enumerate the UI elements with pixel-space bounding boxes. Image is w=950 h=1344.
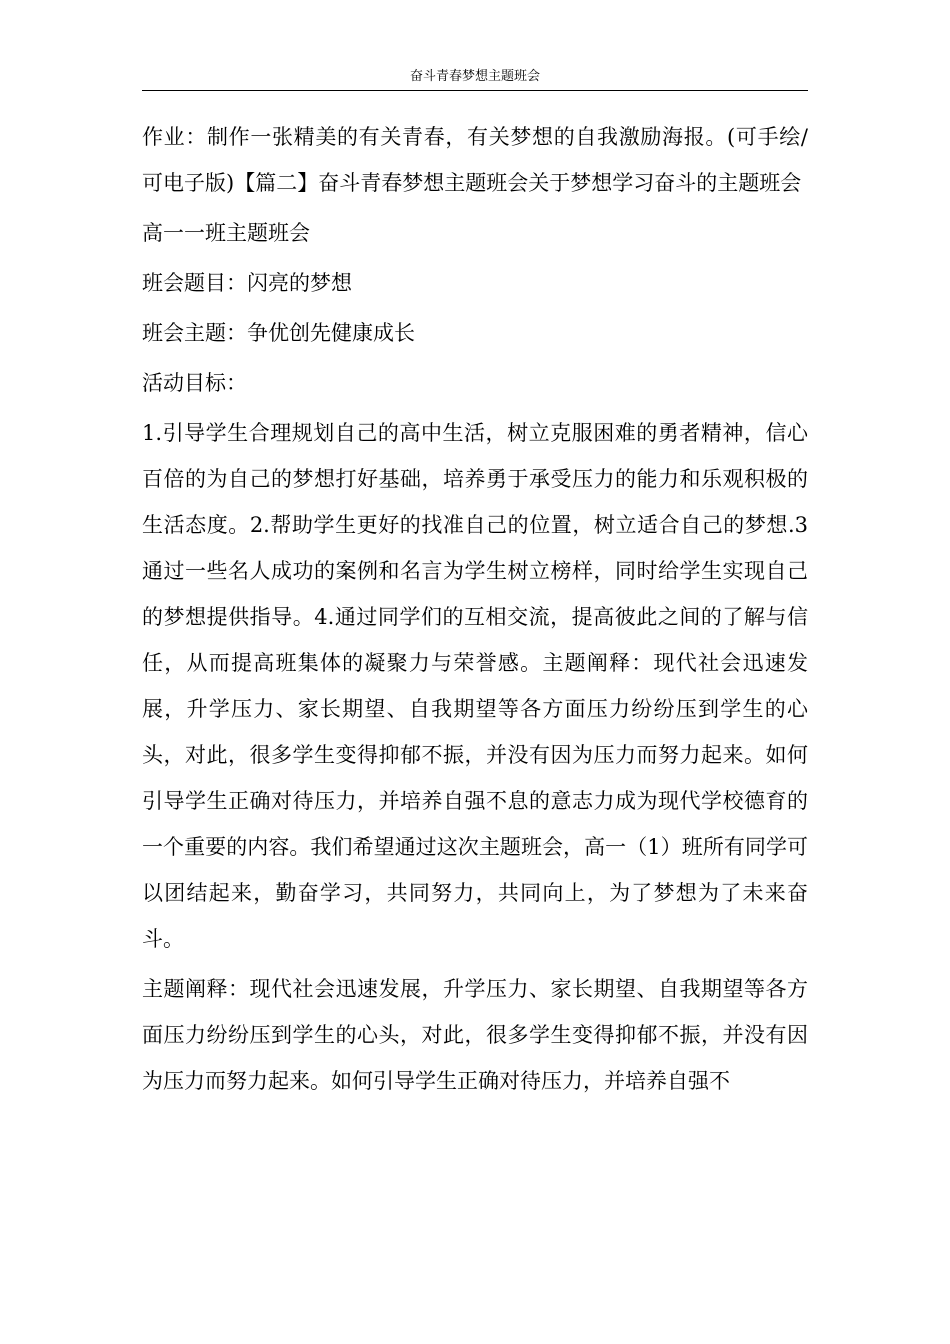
paragraph-homework: 作业：制作一张精美的有关青春，有关梦想的自我激励海报。(可手绘/可电子版)【篇二】奋斗青春梦想主题班会关于梦想学习奋斗的主题班会 (142, 125, 808, 195)
paragraph-activity-goals-heading: 活动目标： (142, 371, 247, 395)
document-body (142, 114, 808, 1104)
paragraph-class-title: 高一一班主题班会 (142, 221, 310, 245)
paragraph-meeting-theme: 班会主题：争优创先健康成长 (142, 321, 415, 345)
paragraph-activity-goals: 1.引导学生合理规划自己的高中生活，树立克服困难的勇者精神，信心百倍的为自己的梦想打好基础，培养勇于承受压力的能力和乐观积极的生活态度。2.帮助学生更好的找准自己的位置，树立适合自己的梦想.3通过一些名人成功的案例和名言为学生树立榜样，同时给学生实现自己的梦想提供指导。4.通过同学们的互相交流，提高彼此之间的了解与信任，从而提高班集体的凝聚力与荣誉感。主题阐释：现代社会迅速发展，升学压力、家长期望、自我期望等各方面压力纷纷压到学生的心头，对此，很多学生变得抑郁不振，并没有因为压力而努力起来。如何引导学生正确对待压力，并培养自强不息的意志力成为现代学校德育的一个重要的内容。我们希望通过这次主题班会，高一（1）班所有同学可以团结起来，勤奋学习，共同努力，共同向上，为了梦想为了未来奋斗。 (142, 421, 808, 951)
paragraph-theme-explanation: 主题阐释：现代社会迅速发展，升学压力、家长期望、自我期望等各方面压力纷纷压到学生的心头，对此，很多学生变得抑郁不振，并没有因为压力而努力起来。如何引导学生正确对待压力，并培养自强不 (142, 977, 808, 1093)
header-title: 奋斗青春梦想主题班会 (409, 69, 540, 84)
page-header (142, 66, 808, 91)
paragraph-meeting-topic: 班会题目：闪亮的梦想 (142, 271, 352, 295)
